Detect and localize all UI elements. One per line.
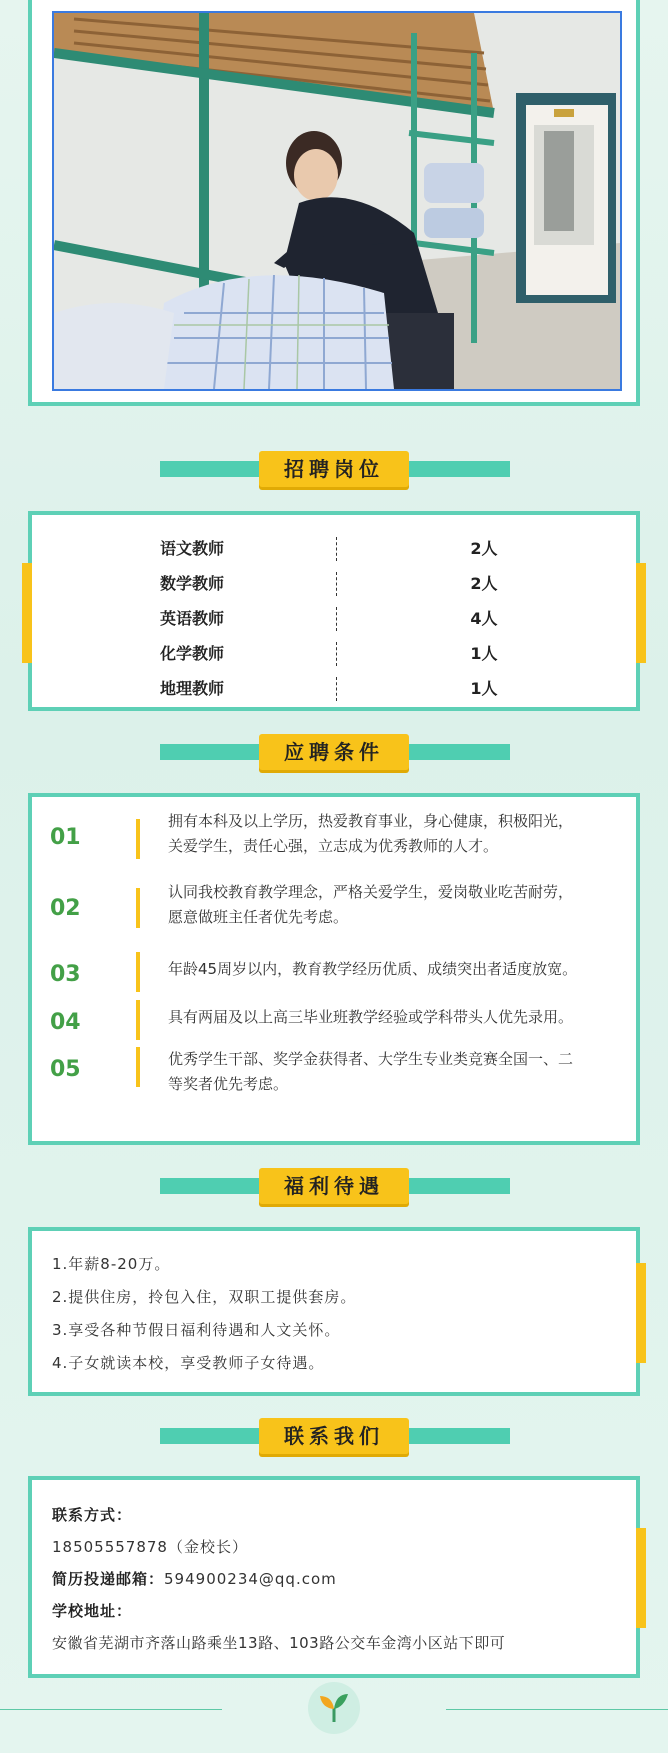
position-count: 4人 <box>470 609 498 628</box>
side-accent-left <box>22 563 32 663</box>
side-accent-right <box>636 1528 646 1628</box>
condition-accent-line <box>136 1000 140 1040</box>
condition-number: 02 <box>50 896 81 921</box>
contact-method-label: 联系方式： <box>52 1506 133 1524</box>
position-count: 2人 <box>470 574 498 593</box>
position-name: 语文教师 <box>160 539 225 558</box>
condition-number: 05 <box>50 1057 81 1082</box>
email-label: 简历投递邮箱： <box>52 1570 165 1588</box>
benefits-card <box>28 1227 640 1396</box>
condition-accent-line <box>136 1047 140 1087</box>
footer-line-right <box>446 1709 668 1710</box>
condition-accent-line <box>136 819 140 859</box>
dashed-divider <box>336 537 337 561</box>
condition-text <box>168 880 623 930</box>
condition-accent-line <box>136 952 140 992</box>
side-accent-right <box>636 1263 646 1363</box>
positions-section-title <box>160 451 510 487</box>
sprout-icon <box>308 1682 360 1734</box>
condition-line: 年龄45周岁以内，教育教学经历优质、成绩突出者适度放宽。 <box>168 960 578 978</box>
benefit-item: 1.年薪8-20万。 <box>52 1255 171 1273</box>
condition-text <box>168 957 623 982</box>
condition-line: 优秀学生干部、奖学金获得者、大学生专业类竞赛全国一、二 <box>168 1050 574 1068</box>
contact-phone: 18505557878（金校长） <box>52 1538 248 1556</box>
condition-accent-line <box>136 888 140 928</box>
condition-line: 认同我校教育教学理念，严格关爱学生，爱岗敬业吃苦耐劳， <box>168 883 574 901</box>
position-name: 英语教师 <box>160 609 225 628</box>
footer-line-left <box>0 1709 222 1710</box>
contact-card <box>28 1476 640 1678</box>
side-accent-right <box>636 563 646 663</box>
positions-title-label: 招聘岗位 <box>259 451 409 487</box>
benefits-section-title <box>160 1168 510 1204</box>
contact-section-title <box>160 1418 510 1454</box>
conditions-title-label: 应聘条件 <box>259 734 409 770</box>
condition-text <box>168 809 623 859</box>
condition-line: 关爱学生，责任心强，立志成为优秀教师的人才。 <box>168 837 499 855</box>
dormitory-illustration <box>54 13 620 389</box>
benefit-item: 4.子女就读本校，享受教师子女待遇。 <box>52 1354 325 1372</box>
condition-line: 具有两届及以上高三毕业班教学经验或学科带头人优先录用。 <box>168 1008 574 1026</box>
position-row <box>32 601 636 636</box>
position-row <box>32 531 636 566</box>
benefits-title-label: 福利待遇 <box>259 1168 409 1204</box>
dashed-divider <box>336 642 337 666</box>
position-name: 地理教师 <box>160 679 225 698</box>
condition-number: 04 <box>50 1010 81 1035</box>
condition-line: 愿意做班主任者优先考虑。 <box>168 908 349 926</box>
email-line <box>52 1568 337 1589</box>
condition-line: 拥有本科及以上学历，热爱教育事业，身心健康，积极阳光， <box>168 812 574 830</box>
positions-card <box>28 511 640 711</box>
position-count: 1人 <box>470 644 498 663</box>
school-address: 安徽省芜湖市齐落山路乘坐13路、103路公交车金湾小区站下即可 <box>52 1634 506 1652</box>
position-row <box>32 566 636 601</box>
condition-text <box>168 1047 623 1097</box>
conditions-section-title <box>160 734 510 770</box>
benefit-item: 2.提供住房，拎包入住，双职工提供套房。 <box>52 1288 357 1306</box>
condition-number: 03 <box>50 962 81 987</box>
dashed-divider <box>336 677 337 701</box>
photo-card <box>28 0 640 406</box>
position-count: 1人 <box>470 679 498 698</box>
condition-line: 等奖者优先考虑。 <box>168 1075 289 1093</box>
email-address: 594900234@qq.com <box>164 1570 337 1588</box>
position-name: 化学教师 <box>160 644 225 663</box>
conditions-card <box>28 793 640 1145</box>
address-label: 学校地址： <box>52 1602 133 1620</box>
position-row <box>32 636 636 671</box>
condition-text <box>168 1005 623 1030</box>
condition-number: 01 <box>50 825 81 850</box>
contact-title-label: 联系我们 <box>259 1418 409 1454</box>
position-name: 数学教师 <box>160 574 225 593</box>
dormitory-photo <box>52 11 622 391</box>
dashed-divider <box>336 572 337 596</box>
benefit-item: 3.享受各种节假日福利待遇和人文关怀。 <box>52 1321 341 1339</box>
dashed-divider <box>336 607 337 631</box>
position-row <box>32 671 636 706</box>
position-count: 2人 <box>470 539 498 558</box>
